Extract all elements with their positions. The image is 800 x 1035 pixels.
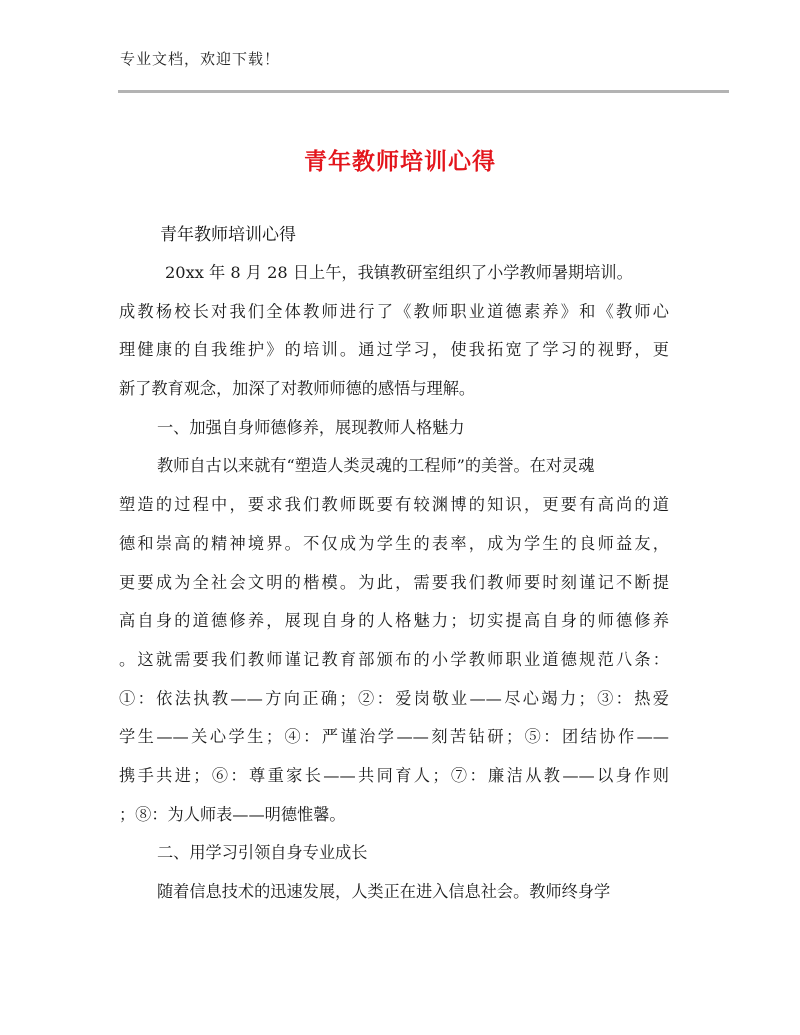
paragraph-line: 携手共进；⑥：尊重家长——共同育人；⑦：廉洁从教——以身作则 <box>119 765 669 785</box>
paragraph-line: 高自身的道德修养，展现自身的人格魅力；切实提高自身的师德修养 <box>119 611 669 631</box>
section-heading: 二、用学习引领自身专业成长 <box>157 843 368 863</box>
section-heading: 一、加强自身师德修养，展现教师人格魅力 <box>157 417 465 437</box>
paragraph-line: 新了教育观念，加深了对教师师德的感悟与理解。 <box>119 379 476 399</box>
paragraph-line: 德和崇高的精神境界。不仅成为学生的表率，成为学生的良师益友， <box>119 533 669 553</box>
paragraph-line: ①：依法执教——方向正确；②：爱岗敬业——尽心竭力；③：热爱 <box>119 688 669 708</box>
paragraph-line: 更要成为全社会文明的楷模。为此，需要我们教师要时刻谨记不断提 <box>119 572 669 592</box>
paragraph-line: 20xx 年 8 月 28 日上午，我镇教研室组织了小学教师暑期培训。 <box>165 263 633 282</box>
header-text: 专业文档，欢迎下载！ <box>120 50 281 68</box>
paragraph-line: 理健康的自我维护》的培训。通过学习，使我拓宽了学习的视野，更 <box>119 340 669 360</box>
paragraph-line: 塑造的过程中，要求我们教师既要有较渊博的知识，更要有高尚的道 <box>119 495 669 515</box>
document-body <box>119 254 669 912</box>
paragraph-line: 学生——关心学生；④：严谨治学——刻苦钻研；⑤：团结协作—— <box>119 727 669 747</box>
paragraph-line: 教师自古以来就有“塑造人类灵魂的工程师”的美誉。在对灵魂 <box>157 456 595 476</box>
paragraph-line: ；⑧：为人师表——明德惟馨。 <box>119 804 346 824</box>
paragraph-line: 随着信息技术的迅速发展，人类正在进入信息社会。教师终身学 <box>157 882 611 901</box>
paragraph-line: 。这就需要我们教师谨记教育部颁布的小学教师职业道德规范八条： <box>119 649 669 669</box>
section-subtitle: 青年教师培训心得 <box>160 225 296 245</box>
document-title: 青年教师培训心得 <box>304 149 496 175</box>
header-divider <box>118 90 729 93</box>
paragraph-line: 成教杨校长对我们全体教师进行了《教师职业道德素养》和《教师心 <box>119 301 669 321</box>
